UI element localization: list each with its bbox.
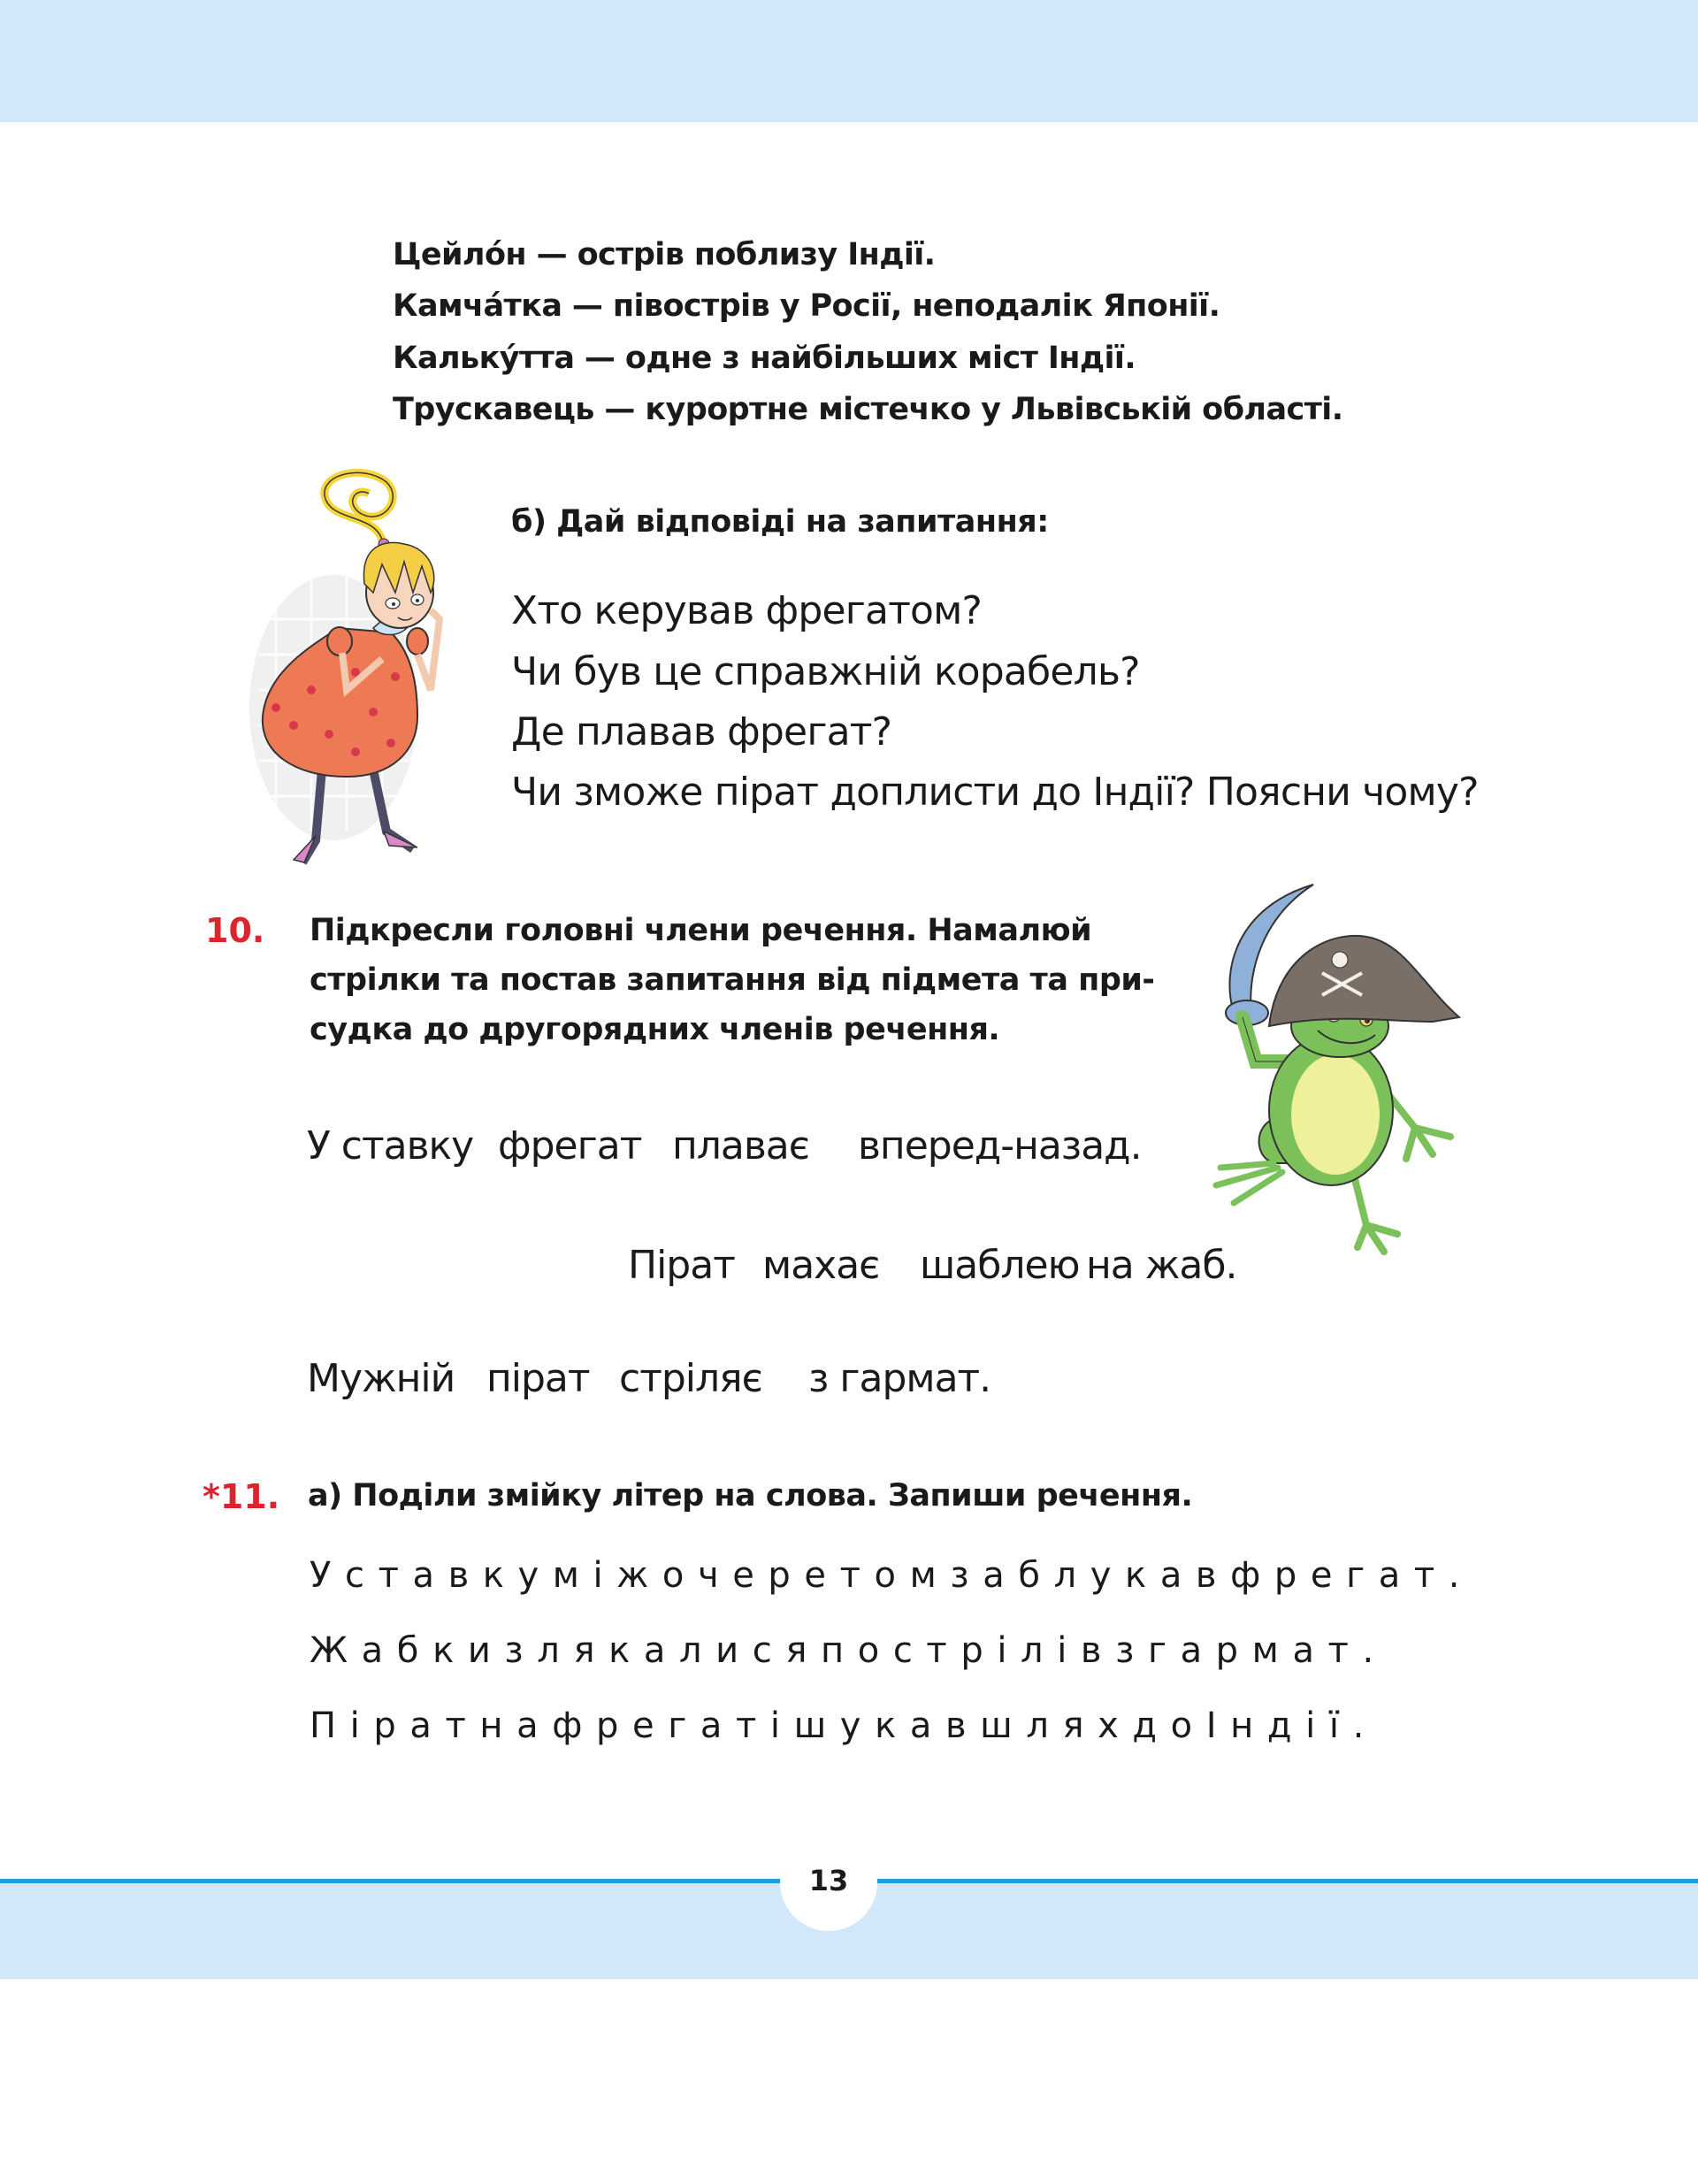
letter-snake: Уставкуміжочеретомзаблукавфрегат. bbox=[310, 1555, 1474, 1596]
footnote-text: Цейло́н — острів поблизу Індії. bbox=[393, 237, 936, 272]
sentence-word: плаває bbox=[672, 1123, 809, 1169]
sentence-word: на жаб. bbox=[1086, 1243, 1237, 1288]
sentence-word: з гармат. bbox=[808, 1356, 991, 1401]
letter-snake: Жабкизлякалисяпострілівзгармат. bbox=[310, 1630, 1388, 1671]
task-10-instruction bbox=[310, 906, 1159, 1054]
footnote-text: Камча́тка — півострів у Росії, неподалік Японії. bbox=[393, 288, 1220, 324]
task-11-number: *11. bbox=[203, 1477, 280, 1516]
task-11-heading: а) Поділи змійку літер на слова. Запиши речення. bbox=[308, 1478, 1193, 1513]
question-item: Де плавав фрегат? bbox=[511, 709, 892, 755]
instruction-line: стрілки та постав запитання від підмета та при- bbox=[310, 962, 1155, 998]
sentence-word: пірат bbox=[486, 1356, 590, 1401]
girl-in-red-dress-icon bbox=[241, 460, 488, 867]
question-item: Чи зможе пірат доплисти до Індії? Поясни чому? bbox=[511, 770, 1479, 815]
sentence-word: фрегат bbox=[498, 1123, 642, 1169]
sentence-word: У ставку bbox=[307, 1123, 474, 1169]
sentence-word: Мужній bbox=[307, 1356, 455, 1401]
sentence-word: Пірат bbox=[628, 1243, 735, 1288]
footnote-text: Кальку́тта — одне з найбільших міст Індії. bbox=[393, 341, 1136, 376]
task-10-number: 10. bbox=[205, 911, 265, 950]
sentence-word: стріляє bbox=[619, 1356, 762, 1401]
letter-snake: ПіратнафрегатішукавшляхдоІндії. bbox=[310, 1705, 1378, 1746]
question-item: Чи був це справжній корабель? bbox=[511, 649, 1140, 694]
sentence-word: махає bbox=[762, 1243, 880, 1288]
header-band bbox=[0, 0, 1698, 122]
page-number: 13 bbox=[808, 1864, 849, 1897]
footnote-text: Трускавець — курортне містечко у Львівській області. bbox=[393, 392, 1343, 427]
sentence-word: шаблею bbox=[920, 1243, 1080, 1288]
part-b-heading: б) Дай відповіді на запитання: bbox=[511, 504, 1049, 540]
sentence-word: вперед-назад. bbox=[858, 1123, 1142, 1169]
instruction-line: Підкресли головні члени речення. Намалюй bbox=[310, 913, 1092, 948]
instruction-line: судка до другорядних членів речення. bbox=[310, 1012, 1000, 1047]
pirate-frog-icon bbox=[1194, 871, 1468, 1261]
question-item: Хто керував фрегатом? bbox=[511, 588, 983, 633]
